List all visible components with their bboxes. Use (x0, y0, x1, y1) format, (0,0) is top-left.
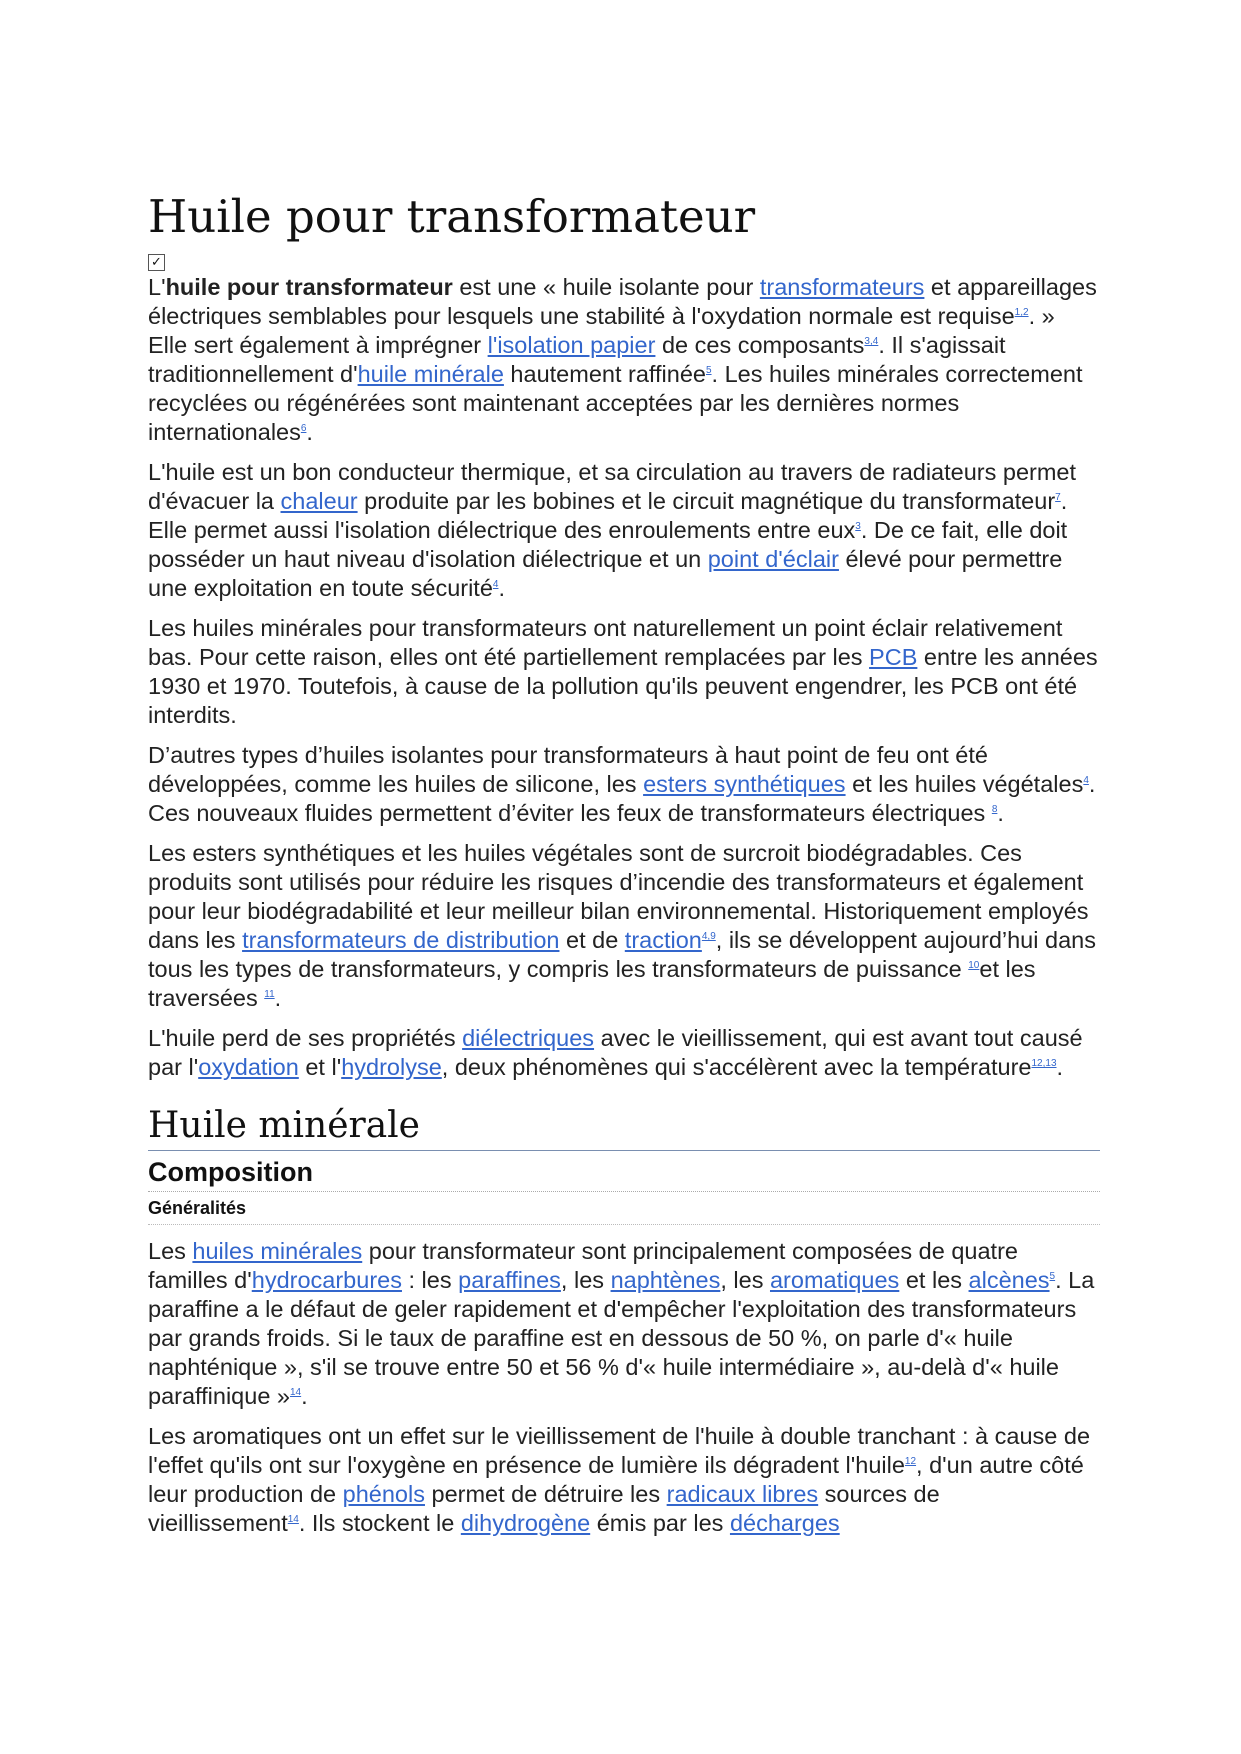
link-oxydation[interactable]: oxydation (198, 1054, 299, 1080)
paragraph-thermal: L'huile est un bon conducteur thermique, et sa circulation au travers de radiateurs permet d'évacuer la chaleur produite par les bobines et le circuit magnétique du transformateur$^7$. Elle permet aussi l'isolation diélectrique des enroulements entre eux$^3$. De ce fait, elle doit posséder un haut niveau d'isolation diélectrique et un point d'éclair élevé pour permettre une exploitation en toute sécurité$^4$. (148, 459, 1077, 601)
paragraph-aging: L'huile perd de ses propriétés diélectriques avec le vieillissement, qui est avant tout causé par l'oxydation et l'hydrolyse, deux phénomènes qui s'accélèrent avec la température$^{12,13}$. (148, 1025, 1083, 1080)
link-esters-synthetiques[interactable]: esters synthétiques (643, 771, 846, 797)
ref-link[interactable]: 4,9 (701, 931, 716, 943)
link-dielectriques[interactable]: diélectriques (462, 1025, 595, 1051)
link-decharges[interactable]: décharges (729, 1510, 840, 1536)
paragraph-pcb: Les huiles minérales pour transformateurs ont naturellement un point éclair relativement bas. Pour cette raison, elles ont été partiellement remplacées par les PCB entre les années 1930 et 1970. Toutefois, à cause de la pollution qu'ils peuvent engendrer, les PCB ont été interdits. (148, 615, 1098, 728)
ref-link[interactable]: 14 (290, 1387, 302, 1399)
link-transformateurs-distribution[interactable]: transformateurs de distribution (242, 927, 560, 953)
link-huile-minerale[interactable]: huile minérale (357, 361, 504, 387)
subsubsection-heading: Généralités (148, 1196, 1100, 1225)
paragraph-intro: L'huile pour transformateur est une « huile isolante pour transformateurs et appareillages électriques semblables pour lesquels une stabilité à l'oxydation normale est requise$^{1,2}$. » Elle sert également à imprégner l'isolation papier de ces composants$^{3,4}$. Il s'agissait traditionnellement d'huile minérale hautement raffinée$^5$. Les huiles minérales correctement recyclées ou régénérées sont maintenant acceptées par les dernières normes internationales$^6$. (148, 274, 1097, 445)
ref-link[interactable]: 7 (1055, 492, 1061, 504)
ref-link[interactable]: 5 (1049, 1271, 1056, 1283)
subsection-heading: Composition (148, 1155, 1100, 1192)
ref-link[interactable]: 12,13 (1031, 1058, 1057, 1070)
link-hydrocarbures[interactable]: hydrocarbures (251, 1267, 402, 1293)
paragraph-composition: Les huiles minérales pour transformateur sont principalement composées de quatre familles d'hydrocarbures : les paraffines, les naphtènes, les aromatiques et les alcènes$^5$. La paraffine a le défaut de geler rapidement et d'empêcher l'exploitation des transformateurs par grands froids. Si le taux de paraffine est en dessous de 50 %, on parle d'« huile naphténique », s'il se trouve entre 50 et 56 % d'« huile intermédiaire », au-delà d'« huile paraffinique »$^{14}$. (148, 1238, 1095, 1409)
link-transformateurs[interactable]: transformateurs (759, 274, 925, 300)
link-aromatiques[interactable]: aromatiques (769, 1267, 900, 1293)
paragraph-aromatics: Les aromatiques ont un effet sur le vieillissement de l'huile à double tranchant : à cause de l'effet qu'ils ont sur l'oxygène en présence de lumière ils dégradent l'huile$^{12}$, d'un autre côté leur production de phénols permet de détruire les radicaux libres sources de vieillissement$^{14}$. Ils stockent le dihydrogène émis par les décharges (148, 1423, 1091, 1536)
link-point-eclair[interactable]: point d'éclair (707, 546, 839, 572)
ref-link[interactable]: 4 (1083, 775, 1089, 787)
ref-link[interactable]: 11 (264, 989, 275, 1001)
article (148, 190, 1100, 1549)
link-radicaux-libres[interactable]: radicaux libres (666, 1481, 819, 1507)
ref-link[interactable]: 6 (300, 423, 307, 435)
bold-term: huile pour transformateur (165, 274, 453, 300)
link-alcenes[interactable]: alcènes (968, 1267, 1050, 1293)
ref-link[interactable]: 14 (287, 1514, 299, 1526)
ref-link[interactable]: 4 (492, 579, 499, 591)
section-heading: Huile minérale (148, 1104, 1100, 1151)
page-title: Huile pour transformateur (148, 190, 756, 243)
checkbox-icon[interactable]: ✓ (148, 254, 165, 271)
link-pcb[interactable]: PCB (869, 644, 918, 670)
link-hydrolyse[interactable]: hydrolyse (341, 1054, 442, 1080)
paragraph-other-oils: D’autres types d’huiles isolantes pour transformateurs à haut point de feu ont été développées, comme les huiles de silicone, les esters synthétiques et les huiles végétales$^4$. Ces nouveaux fluides permettent d’éviter les feux de transformateurs électriques $^8$. (148, 742, 1096, 826)
ref-link[interactable]: 5 (705, 365, 712, 377)
link-dihydrogene[interactable]: dihydrogène (460, 1510, 591, 1536)
link-traction[interactable]: traction (624, 927, 702, 953)
link-huiles-minerales[interactable]: huiles minérales (192, 1238, 363, 1264)
ref-link[interactable]: 12 (904, 1456, 917, 1468)
link-paraffines[interactable]: paraffines (458, 1267, 561, 1293)
ref-link[interactable]: 3 (855, 521, 861, 533)
ref-link[interactable]: 10 (968, 960, 980, 972)
ref-link[interactable]: 8 (991, 804, 998, 816)
link-naphtenes[interactable]: naphtènes (610, 1267, 721, 1293)
ref-link[interactable]: 1,2 (1014, 307, 1029, 319)
paragraph-biodegradable: Les esters synthétiques et les huiles végétales sont de surcroit biodégradables. Ces produits sont utilisés pour réduire les risques d’incendie des transformateurs et également pour leur biodégradabilité et leur meilleur bilan environnemental. Historiquement employés dans les transformateurs de distribution et de traction$^{4,9}$, ils se développent aujourd’hui dans tous les types de transformateurs, y compris les transformateurs de puissance $^{10}$et les traversées $^{11}$. (148, 840, 1096, 1011)
ref-link[interactable]: 3,4 (864, 336, 879, 348)
link-isolation-papier[interactable]: l'isolation papier (487, 332, 656, 358)
link-phenols[interactable]: phénols (342, 1481, 425, 1507)
link-chaleur[interactable]: chaleur (280, 488, 358, 514)
